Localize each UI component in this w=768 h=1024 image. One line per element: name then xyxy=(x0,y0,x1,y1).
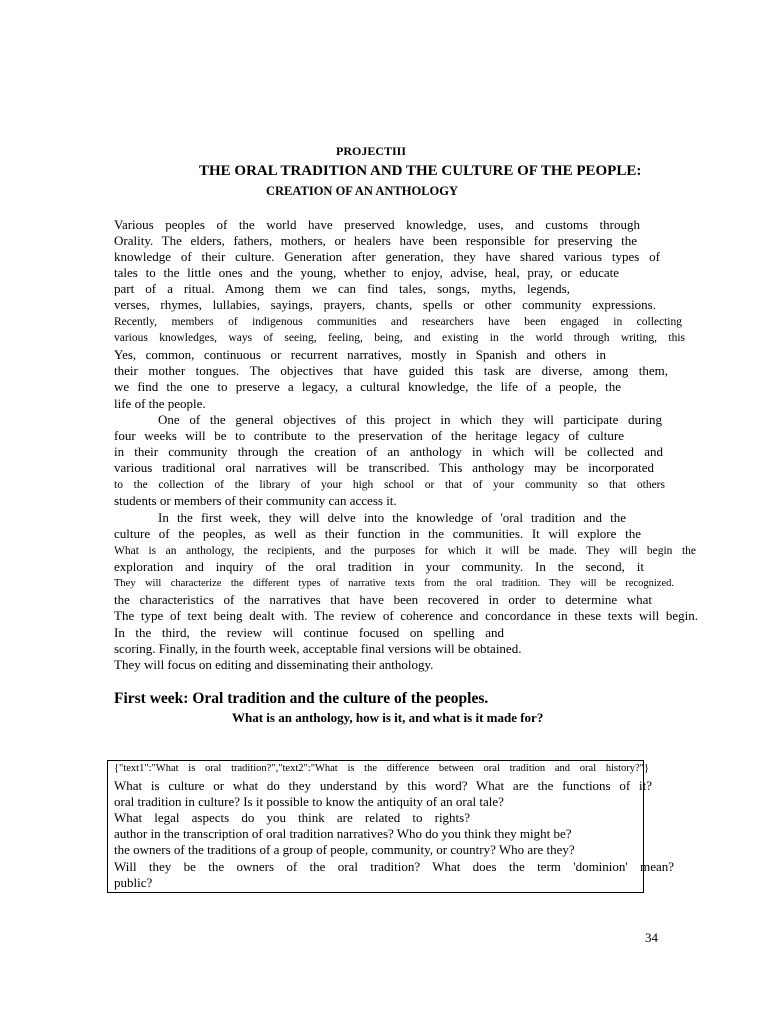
body-line: to the collection of the library of your high school or that of your community so that others xyxy=(114,479,665,491)
body-line: life of the people. xyxy=(114,396,206,411)
body-line: scoring. Finally, in the fourth week, acceptable final versions will be obtained. xyxy=(114,641,522,656)
body-line: exploration and inquiry of the oral tradition in your community. In the second, it xyxy=(114,559,644,574)
body-line: In the third, the review will continue focused on spelling and xyxy=(114,625,504,640)
body-line: tales to the little ones and the young, whether to enjoy, advise, heal, pray, or educate xyxy=(114,265,619,280)
box-question-line: Will they be the owners of the oral tradition? What does the term 'dominion' mean? xyxy=(114,859,674,874)
project-label: PROJECTIII xyxy=(336,144,407,158)
body-line: They will focus on editing and disseminating their anthology. xyxy=(114,657,434,672)
body-line: students or members of their community can access it. xyxy=(114,493,397,508)
week-heading: First week: Oral tradition and the culture of the peoples. xyxy=(114,690,489,707)
body-line: in their community through the creation of an anthology in which will be collected and xyxy=(114,444,663,459)
body-line: verses, rhymes, lullabies, sayings, prayers, chants, spells or other community expressions. xyxy=(114,297,656,312)
box-question-line: What is culture or what do they understand by this word? What are the functions of it? xyxy=(114,778,652,793)
body-line: culture of the peoples, as well as their function in the communities. It will explore the xyxy=(114,526,641,541)
body-line: their mother tongues. The objectives that have guided this task are diverse, among them, xyxy=(114,363,668,378)
body-line: Orality. The elders, fathers, mothers, or healers have been responsible for preserving the xyxy=(114,233,637,248)
body-line: One of the general objectives of this project in which they will participate during xyxy=(158,412,662,427)
body-line: we find the one to preserve a legacy, a cultural knowledge, the life of a people, the xyxy=(114,379,621,394)
body-line: Yes, common, continuous or recurrent narratives, mostly in Spanish and others in xyxy=(114,347,606,362)
body-line: Recently, members of indigenous communities and researchers have been engaged in collecting xyxy=(114,316,682,328)
box-question-line: public? xyxy=(114,875,153,890)
body-line: The type of text being dealt with. The review of coherence and concordance in these texts will begin. xyxy=(114,608,698,623)
body-line: Various peoples of the world have preserved knowledge, uses, and customs through xyxy=(114,217,640,232)
body-line: various knowledges, ways of seeing, feeling, being, and existing in the world through writing, this xyxy=(114,332,685,344)
body-line: They will characterize the different types of narrative texts from the oral tradition. They will be recognized. xyxy=(114,578,674,589)
week-subheading: What is an anthology, how is it, and what is it made for? xyxy=(232,710,544,725)
box-question-line: oral tradition in culture? Is it possible to know the antiquity of an oral tale? xyxy=(114,794,504,809)
box-question-line: the owners of the traditions of a group of people, community, or country? Who are they? xyxy=(114,842,575,857)
body-line: the characteristics of the narratives that have been recovered in order to determine what xyxy=(114,592,652,607)
body-line: part of a ritual. Among them we can find tales, songs, myths, legends, xyxy=(114,281,570,296)
box-question-line: What legal aspects do you think are related to rights? xyxy=(114,810,470,825)
page-title: THE ORAL TRADITION AND THE CULTURE OF THE PEOPLE: xyxy=(199,163,642,179)
page-number: 34 xyxy=(645,930,658,945)
box-json-line: {"text1":"What is oral tradition?","text2":"What is the difference between oral tradition and oral history?"} xyxy=(114,763,649,774)
box-question-line: author in the transcription of oral tradition narratives? Who do you think they might be? xyxy=(114,826,572,841)
body-line: four weeks will be to contribute to the preservation of the heritage legacy of culture xyxy=(114,428,624,443)
body-line: various traditional oral narratives will be transcribed. This anthology may be incorporated xyxy=(114,460,654,475)
page-subtitle: CREATION OF AN ANTHOLOGY xyxy=(266,184,459,198)
body-line: knowledge of their culture. Generation after generation, they have shared various types of xyxy=(114,249,660,264)
body-line: What is an anthology, the recipients, and the purposes for which it will be made. They will begin the xyxy=(114,545,696,557)
body-line: In the first week, they will delve into the knowledge of 'oral tradition and the xyxy=(158,510,626,525)
